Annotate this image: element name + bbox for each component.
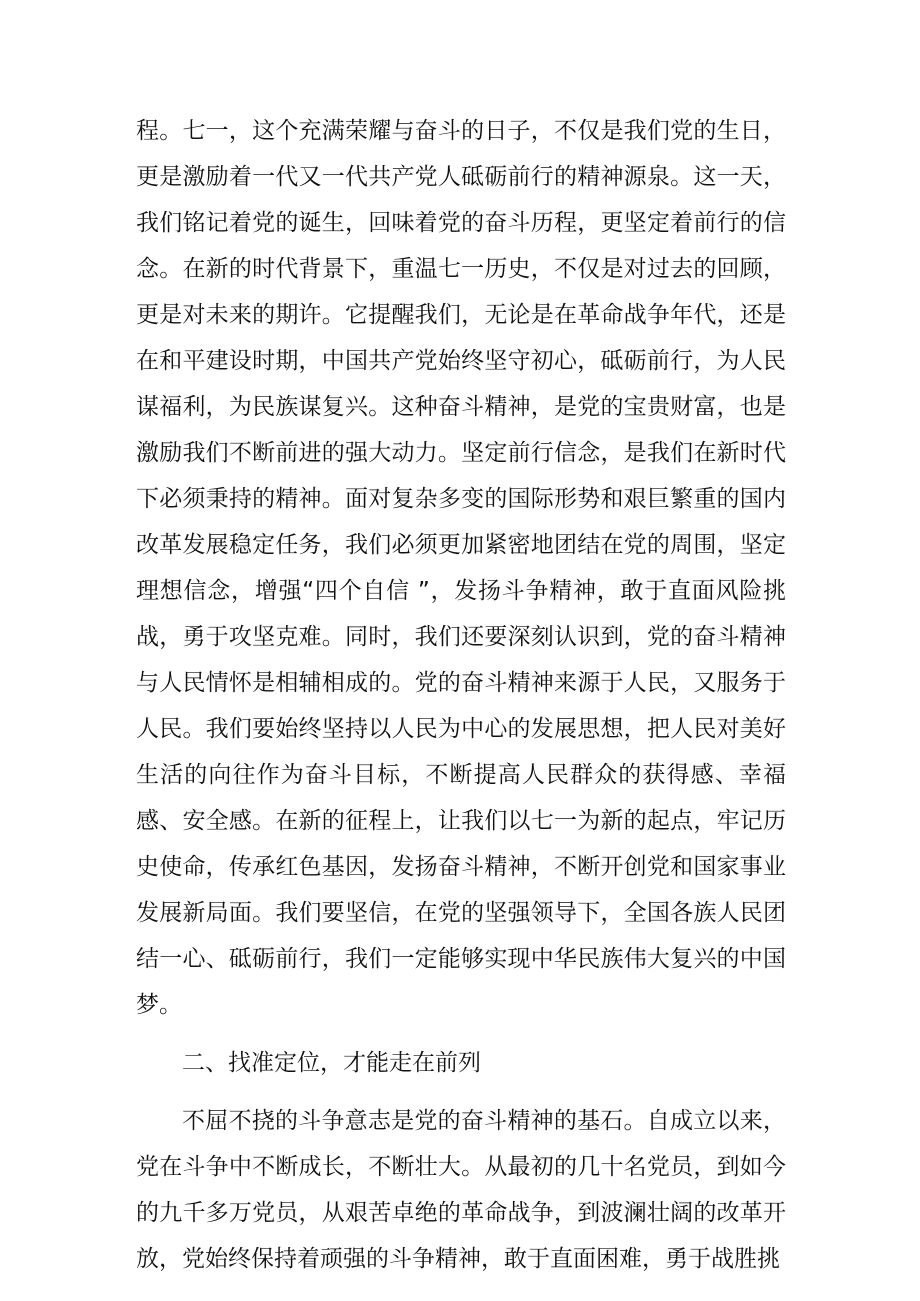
document-body: [136, 108, 786, 1282]
body-paragraph: 不屈不挠的斗争意志是党的奋斗精神的基石。自成立以来，党在斗争中不断成长，不断壮大。从最初的几十名党员，到如今的九千多万党员，从艰苦卓绝的革命战争，到波澜壮阔的改革开放，党始终保持着顽强的斗争精神，敢于直面困难，勇于战胜挑: [136, 1108, 786, 1272]
body-paragraph: 程。七一，这个充满荣耀与奋斗的日子，不仅是我们党的生日，更是激励着一代又一代共产党人砥砺前行的精神源泉。这一天，我们铭记着党的诞生，回味着党的奋斗历程，更坚定着前行的信念。在新的时代背景下，重温七一历史，不仅是对过去的回顾，更是对未来的期许。它提醒我们，无论是在革命战争年代，还是在和平建设时期，中国共产党始终坚守初心，砥砺前行，为人民谋福利，为民族谋复兴。这种奋斗精神，是党的宝贵财富，也是激励我们不断前进的强大动力。坚定前行信念，是我们在新时代下必须秉持的精神。面对复杂多变的国际形势和艰巨繁重的国内改革发展稳定任务，我们必须更加紧密地团结在党的周围，坚定理想信念，增强“四个自信 ”，发扬斗争精神，敢于直面风险挑战，勇于攻坚克难。同时，我们还要深刻认识到，党的奋斗精神与人民情怀是相辅相成的。党的奋斗精神来源于人民，又服务于人民。我们要始终坚持以人民为中心的发展思想，把人民对美好生活的向往作为奋斗目标，不断提高人民群众的获得感、幸福感、安全感。在新的征程上，让我们以七一为新的起点，牢记历史使命，传承红色基因，发扬奋斗精神，不断开创党和国家事业发展新局面。我们要坚信，在党的坚强领导下，全国各族人民团结一心、砥砺前行，我们一定能够实现中华民族伟大复兴的中国梦。: [136, 118, 786, 1018]
section-heading: 二、找准定位，才能走在前列: [182, 1050, 481, 1076]
